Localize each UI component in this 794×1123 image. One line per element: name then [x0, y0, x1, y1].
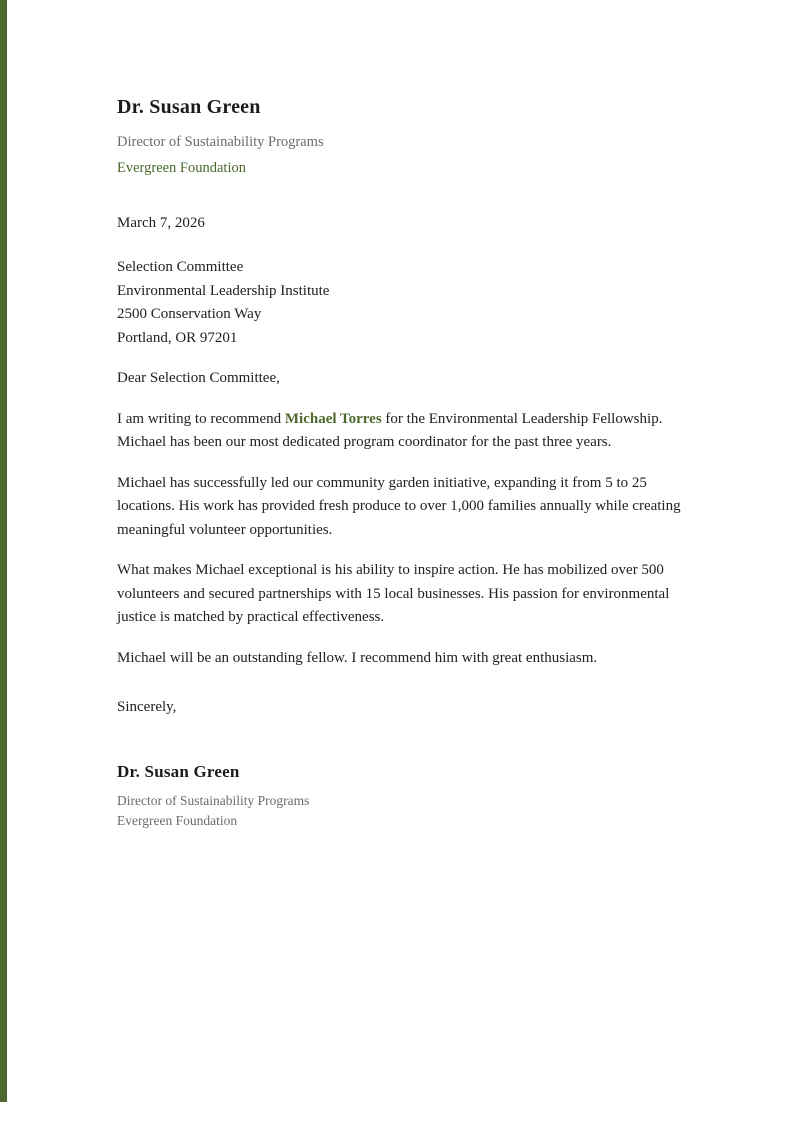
body-paragraph-3: What makes Michael exceptional is his ability to inspire action. He has mobilized over 500 volunteers and secured partnerships with 15 local businesses. His passion for environmental justice is matched by practical effectiveness. — [117, 562, 670, 626]
body-paragraph-2: Michael has successfully led our community garden initiative, expanding it from 5 to 25 locations. His work has provided fresh produce to over 1,000 families annually while creating meaningful volunteer opportunities. — [117, 474, 681, 538]
signature-block — [117, 762, 692, 833]
left-accent-bar — [0, 0, 7, 1102]
letter-date: March 7, 2026 — [117, 215, 205, 232]
letter-content — [117, 96, 692, 832]
paragraph-1-suffix: for the Environmental Leadership Fellowship. Michael has been our most dedicated program coordinator for the past three years. — [117, 410, 663, 451]
recipient-line: Environmental Leadership Institute — [117, 282, 330, 299]
recipient-line: Selection Committee — [117, 259, 244, 276]
body-paragraph-4: Michael will be an outstanding fellow. I recommend him with great enthusiasm. — [117, 649, 598, 666]
recipient-line: Portland, OR 97201 — [117, 329, 238, 346]
salutation: Dear Selection Committee, — [117, 370, 280, 387]
recipient-address — [117, 256, 692, 350]
letterhead — [117, 96, 692, 179]
signature-organization: Evergreen Foundation — [117, 813, 238, 829]
candidate-name-highlight: Michael Torres — [284, 410, 382, 427]
sender-title: Director of Sustainability Programs — [117, 134, 324, 150]
paragraph-1-prefix: I am writing to recommend — [117, 410, 285, 427]
recipient-line: 2500 Conservation Way — [117, 306, 262, 323]
closing: Sincerely, — [117, 699, 177, 716]
body-paragraph-1 — [117, 408, 692, 455]
signature-name: Dr. Susan Green — [117, 761, 240, 781]
sender-name: Dr. Susan Green — [117, 96, 261, 118]
signature-title: Director of Sustainability Programs — [117, 792, 310, 808]
sender-organization: Evergreen Foundation — [117, 160, 246, 177]
